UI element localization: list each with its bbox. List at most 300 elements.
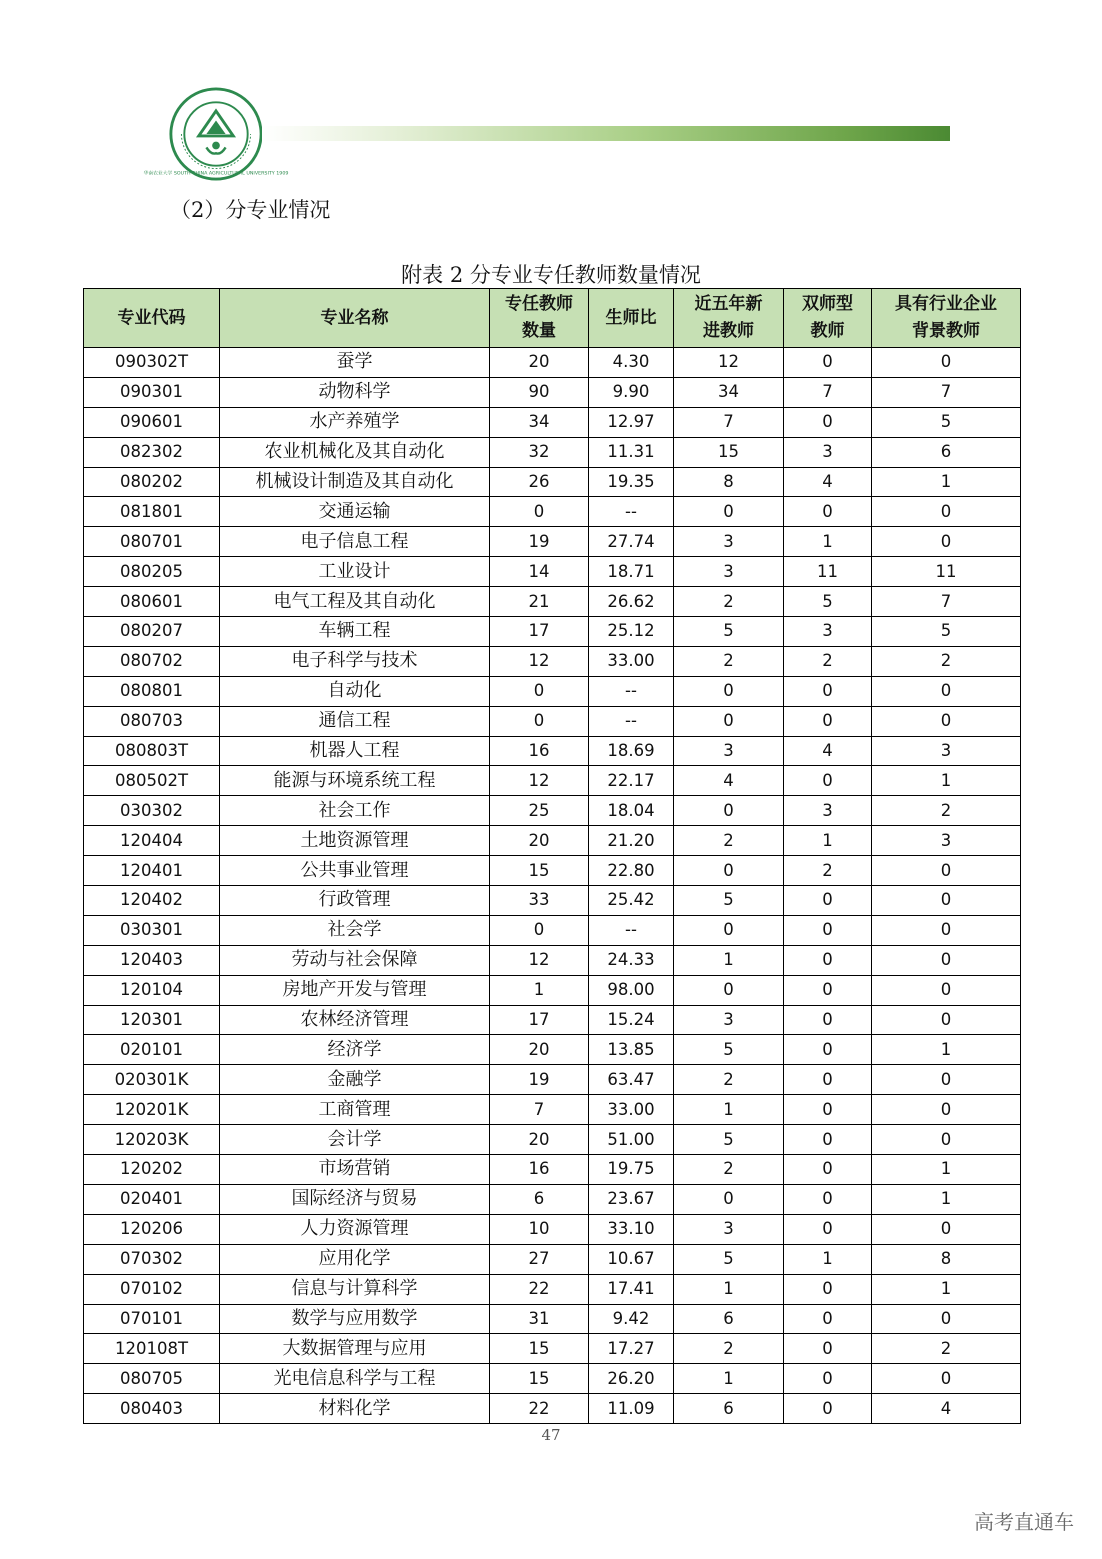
table-row: [84, 766, 1021, 796]
table-row: [84, 527, 1021, 557]
new-teachers-cell: 0: [674, 1184, 784, 1214]
watermark: 高考直通车: [974, 1510, 1074, 1534]
major-code-cell: 120401: [84, 856, 220, 886]
table-row: [84, 826, 1021, 856]
industry-background-teachers-cell: 0: [872, 886, 1021, 916]
industry-background-teachers-cell: 5: [872, 617, 1021, 647]
table-row: [84, 1304, 1021, 1334]
major-code-cell: 120402: [84, 886, 220, 916]
major-code-cell: 120301: [84, 1005, 220, 1035]
student-teacher-ratio-cell: 98.00: [589, 975, 674, 1005]
major-name-cell: 人力资源管理: [220, 1214, 490, 1244]
teacher-count-cell: 7: [490, 1095, 589, 1125]
major-code-cell: 080701: [84, 527, 220, 557]
new-teachers-cell: 2: [674, 646, 784, 676]
table-row: [84, 1035, 1021, 1065]
major-name-cell: 交通运输: [220, 497, 490, 527]
major-name-cell: 数学与应用数学: [220, 1304, 490, 1334]
dual-qualified-teachers-cell: 0: [784, 1364, 872, 1394]
student-teacher-ratio-cell: 25.42: [589, 886, 674, 916]
new-teachers-cell: 2: [674, 587, 784, 617]
teacher-count-cell: 21: [490, 587, 589, 617]
industry-background-teachers-cell: 1: [872, 1155, 1021, 1185]
table-row: [84, 467, 1021, 497]
industry-background-teachers-cell: 1: [872, 1184, 1021, 1214]
major-code-cell: 120404: [84, 826, 220, 856]
teacher-count-cell: 10: [490, 1214, 589, 1244]
teacher-count-cell: 0: [490, 676, 589, 706]
dual-qualified-teachers-cell: 0: [784, 1095, 872, 1125]
industry-background-teachers-cell: 8: [872, 1244, 1021, 1274]
new-teachers-cell: 15: [674, 437, 784, 467]
table-row: [84, 1244, 1021, 1274]
header-dual-qualified: 双师型 教师: [784, 289, 872, 348]
student-teacher-ratio-cell: 11.31: [589, 437, 674, 467]
header-industry-background: 具有行业企业 背景教师: [872, 289, 1021, 348]
table-row: [84, 1065, 1021, 1095]
major-name-cell: 公共事业管理: [220, 856, 490, 886]
student-teacher-ratio-cell: 33.10: [589, 1214, 674, 1244]
dual-qualified-teachers-cell: 3: [784, 437, 872, 467]
new-teachers-cell: 3: [674, 736, 784, 766]
major-name-cell: 电子信息工程: [220, 527, 490, 557]
new-teachers-cell: 0: [674, 796, 784, 826]
table-row: [84, 646, 1021, 676]
major-name-cell: 房地产开发与管理: [220, 975, 490, 1005]
student-teacher-ratio-cell: 33.00: [589, 1095, 674, 1125]
industry-background-teachers-cell: 0: [872, 676, 1021, 706]
teacher-count-cell: 17: [490, 1005, 589, 1035]
major-code-cell: 090302T: [84, 348, 220, 378]
industry-background-teachers-cell: 1: [872, 1035, 1021, 1065]
teacher-count-cell: 20: [490, 348, 589, 378]
dual-qualified-teachers-cell: 0: [784, 1184, 872, 1214]
major-code-cell: 090601: [84, 407, 220, 437]
major-name-cell: 电子科学与技术: [220, 646, 490, 676]
major-name-cell: 大数据管理与应用: [220, 1334, 490, 1364]
table-row: [84, 1364, 1021, 1394]
teacher-count-cell: 16: [490, 1155, 589, 1185]
major-code-cell: 080705: [84, 1364, 220, 1394]
industry-background-teachers-cell: 0: [872, 1214, 1021, 1244]
major-name-cell: 机械设计制造及其自动化: [220, 467, 490, 497]
major-code-cell: 090301: [84, 377, 220, 407]
teacher-count-cell: 20: [490, 826, 589, 856]
teacher-count-cell: 14: [490, 557, 589, 587]
table-row: [84, 1394, 1021, 1424]
major-code-cell: 080205: [84, 557, 220, 587]
new-teachers-cell: 2: [674, 826, 784, 856]
industry-background-teachers-cell: 2: [872, 646, 1021, 676]
major-name-cell: 应用化学: [220, 1244, 490, 1274]
dual-qualified-teachers-cell: 0: [784, 915, 872, 945]
new-teachers-cell: 3: [674, 1214, 784, 1244]
table-row: [84, 557, 1021, 587]
teacher-count-cell: 16: [490, 736, 589, 766]
new-teachers-cell: 0: [674, 497, 784, 527]
dual-qualified-teachers-cell: 0: [784, 886, 872, 916]
major-code-cell: 082302: [84, 437, 220, 467]
major-name-cell: 社会学: [220, 915, 490, 945]
industry-background-teachers-cell: 0: [872, 975, 1021, 1005]
major-name-cell: 电气工程及其自动化: [220, 587, 490, 617]
industry-background-teachers-cell: 6: [872, 437, 1021, 467]
major-code-cell: 120206: [84, 1214, 220, 1244]
new-teachers-cell: 3: [674, 527, 784, 557]
teacher-count-cell: 0: [490, 706, 589, 736]
logo-text: 华南农业大学 SOUTH CHINA AGRICULTURAL UNIVERSITY 1909: [143, 171, 289, 177]
teacher-count-cell: 31: [490, 1304, 589, 1334]
table-row: [84, 1095, 1021, 1125]
major-name-cell: 材料化学: [220, 1394, 490, 1424]
student-teacher-ratio-cell: 18.04: [589, 796, 674, 826]
major-code-cell: 080502T: [84, 766, 220, 796]
student-teacher-ratio-cell: --: [589, 497, 674, 527]
teacher-count-cell: 22: [490, 1274, 589, 1304]
dual-qualified-teachers-cell: 0: [784, 1274, 872, 1304]
new-teachers-cell: 6: [674, 1394, 784, 1424]
header-major-name: 专业名称: [220, 289, 490, 348]
dual-qualified-teachers-cell: 0: [784, 706, 872, 736]
student-teacher-ratio-cell: 18.69: [589, 736, 674, 766]
industry-background-teachers-cell: 0: [872, 348, 1021, 378]
new-teachers-cell: 1: [674, 945, 784, 975]
major-name-cell: 动物科学: [220, 377, 490, 407]
major-name-cell: 社会工作: [220, 796, 490, 826]
industry-background-teachers-cell: 0: [872, 915, 1021, 945]
new-teachers-cell: 0: [674, 975, 784, 1005]
industry-background-teachers-cell: 7: [872, 377, 1021, 407]
dual-qualified-teachers-cell: 2: [784, 856, 872, 886]
major-name-cell: 行政管理: [220, 886, 490, 916]
industry-background-teachers-cell: 1: [872, 766, 1021, 796]
new-teachers-cell: 0: [674, 706, 784, 736]
industry-background-teachers-cell: 0: [872, 497, 1021, 527]
major-name-cell: 通信工程: [220, 706, 490, 736]
new-teachers-cell: 1: [674, 1274, 784, 1304]
major-name-cell: 国际经济与贸易: [220, 1184, 490, 1214]
major-code-cell: 070101: [84, 1304, 220, 1334]
industry-background-teachers-cell: 0: [872, 1364, 1021, 1394]
student-teacher-ratio-cell: 10.67: [589, 1244, 674, 1274]
teacher-count-cell: 0: [490, 915, 589, 945]
new-teachers-cell: 5: [674, 1244, 784, 1274]
student-teacher-ratio-cell: 19.75: [589, 1155, 674, 1185]
dual-qualified-teachers-cell: 7: [784, 377, 872, 407]
dual-qualified-teachers-cell: 0: [784, 1214, 872, 1244]
industry-background-teachers-cell: 2: [872, 1334, 1021, 1364]
major-code-cell: 070302: [84, 1244, 220, 1274]
new-teachers-cell: 6: [674, 1304, 784, 1334]
dual-qualified-teachers-cell: 0: [784, 1394, 872, 1424]
major-code-cell: 080801: [84, 676, 220, 706]
teacher-count-cell: 20: [490, 1035, 589, 1065]
table-row: [84, 1334, 1021, 1364]
student-teacher-ratio-cell: 26.62: [589, 587, 674, 617]
student-teacher-ratio-cell: 25.12: [589, 617, 674, 647]
dual-qualified-teachers-cell: 0: [784, 975, 872, 1005]
industry-background-teachers-cell: 2: [872, 796, 1021, 826]
new-teachers-cell: 12: [674, 348, 784, 378]
major-code-cell: 120104: [84, 975, 220, 1005]
industry-background-teachers-cell: 3: [872, 826, 1021, 856]
major-code-cell: 120108T: [84, 1334, 220, 1364]
table-row: [84, 497, 1021, 527]
dual-qualified-teachers-cell: 2: [784, 646, 872, 676]
major-code-cell: 120202: [84, 1155, 220, 1185]
dual-qualified-teachers-cell: 1: [784, 1244, 872, 1274]
teacher-count-cell: 1: [490, 975, 589, 1005]
major-code-cell: 080601: [84, 587, 220, 617]
industry-background-teachers-cell: 0: [872, 856, 1021, 886]
dual-qualified-teachers-cell: 0: [784, 945, 872, 975]
teacher-count-cell: 34: [490, 407, 589, 437]
table-row: [84, 915, 1021, 945]
table-row: [84, 1214, 1021, 1244]
student-teacher-ratio-cell: 9.42: [589, 1304, 674, 1334]
dual-qualified-teachers-cell: 4: [784, 736, 872, 766]
major-code-cell: 080803T: [84, 736, 220, 766]
major-code-cell: 081801: [84, 497, 220, 527]
teacher-count-cell: 6: [490, 1184, 589, 1214]
header-teacher-count: 专任教师 数量: [490, 289, 589, 348]
new-teachers-cell: 8: [674, 467, 784, 497]
new-teachers-cell: 0: [674, 915, 784, 945]
new-teachers-cell: 0: [674, 856, 784, 886]
major-code-cell: 080703: [84, 706, 220, 736]
teacher-count-cell: 26: [490, 467, 589, 497]
teacher-count-cell: 19: [490, 527, 589, 557]
major-name-cell: 自动化: [220, 676, 490, 706]
student-teacher-ratio-cell: 26.20: [589, 1364, 674, 1394]
major-name-cell: 农林经济管理: [220, 1005, 490, 1035]
major-name-cell: 能源与环境系统工程: [220, 766, 490, 796]
major-name-cell: 蚕学: [220, 348, 490, 378]
table-row: [84, 1184, 1021, 1214]
student-teacher-ratio-cell: 15.24: [589, 1005, 674, 1035]
table-row: [84, 617, 1021, 647]
new-teachers-cell: 7: [674, 407, 784, 437]
dual-qualified-teachers-cell: 5: [784, 587, 872, 617]
header-new-teachers: 近五年新 进教师: [674, 289, 784, 348]
teacher-count-cell: 15: [490, 856, 589, 886]
table-row: [84, 975, 1021, 1005]
header-gradient-bar: [262, 126, 950, 141]
major-code-cell: 020101: [84, 1035, 220, 1065]
teacher-count-cell: 32: [490, 437, 589, 467]
teacher-count-cell: 15: [490, 1364, 589, 1394]
table-row: [84, 676, 1021, 706]
major-code-cell: 120201K: [84, 1095, 220, 1125]
student-teacher-ratio-cell: 22.17: [589, 766, 674, 796]
teacher-count-cell: 90: [490, 377, 589, 407]
dual-qualified-teachers-cell: 0: [784, 1334, 872, 1364]
industry-background-teachers-cell: 0: [872, 527, 1021, 557]
table-row: [84, 1125, 1021, 1155]
major-code-cell: 020301K: [84, 1065, 220, 1095]
student-teacher-ratio-cell: 27.74: [589, 527, 674, 557]
table-row: [84, 377, 1021, 407]
table-row: [84, 945, 1021, 975]
teacher-count-cell: 0: [490, 497, 589, 527]
student-teacher-ratio-cell: 33.00: [589, 646, 674, 676]
new-teachers-cell: 5: [674, 886, 784, 916]
student-teacher-ratio-cell: 23.67: [589, 1184, 674, 1214]
dual-qualified-teachers-cell: 0: [784, 1304, 872, 1334]
dual-qualified-teachers-cell: 0: [784, 1125, 872, 1155]
student-teacher-ratio-cell: 21.20: [589, 826, 674, 856]
header-student-teacher-ratio: 生师比: [589, 289, 674, 348]
industry-background-teachers-cell: 0: [872, 1095, 1021, 1125]
new-teachers-cell: 0: [674, 676, 784, 706]
major-code-cell: 030302: [84, 796, 220, 826]
table-row: [84, 1155, 1021, 1185]
major-code-cell: 080202: [84, 467, 220, 497]
industry-background-teachers-cell: 0: [872, 1005, 1021, 1035]
new-teachers-cell: 5: [674, 1125, 784, 1155]
student-teacher-ratio-cell: 12.97: [589, 407, 674, 437]
industry-background-teachers-cell: 0: [872, 1125, 1021, 1155]
industry-background-teachers-cell: 0: [872, 1065, 1021, 1095]
dual-qualified-teachers-cell: 0: [784, 1065, 872, 1095]
major-name-cell: 信息与计算科学: [220, 1274, 490, 1304]
major-name-cell: 经济学: [220, 1035, 490, 1065]
table-row: [84, 587, 1021, 617]
major-name-cell: 会计学: [220, 1125, 490, 1155]
major-name-cell: 市场营销: [220, 1155, 490, 1185]
dual-qualified-teachers-cell: 4: [784, 467, 872, 497]
major-name-cell: 农业机械化及其自动化: [220, 437, 490, 467]
teacher-count-cell: 12: [490, 945, 589, 975]
dual-qualified-teachers-cell: 0: [784, 1005, 872, 1035]
student-teacher-ratio-cell: 17.41: [589, 1274, 674, 1304]
dual-qualified-teachers-cell: 0: [784, 497, 872, 527]
major-name-cell: 车辆工程: [220, 617, 490, 647]
table-row: [84, 796, 1021, 826]
new-teachers-cell: 2: [674, 1065, 784, 1095]
major-name-cell: 工商管理: [220, 1095, 490, 1125]
student-teacher-ratio-cell: 11.09: [589, 1394, 674, 1424]
industry-background-teachers-cell: 5: [872, 407, 1021, 437]
teacher-count-cell: 20: [490, 1125, 589, 1155]
major-name-cell: 劳动与社会保障: [220, 945, 490, 975]
major-name-cell: 金融学: [220, 1065, 490, 1095]
new-teachers-cell: 34: [674, 377, 784, 407]
new-teachers-cell: 5: [674, 617, 784, 647]
student-teacher-ratio-cell: 9.90: [589, 377, 674, 407]
table-row: [84, 886, 1021, 916]
industry-background-teachers-cell: 7: [872, 587, 1021, 617]
dual-qualified-teachers-cell: 11: [784, 557, 872, 587]
table-row: [84, 706, 1021, 736]
new-teachers-cell: 4: [674, 766, 784, 796]
dual-qualified-teachers-cell: 0: [784, 1155, 872, 1185]
industry-background-teachers-cell: 1: [872, 467, 1021, 497]
dual-qualified-teachers-cell: 0: [784, 1035, 872, 1065]
teacher-count-cell: 27: [490, 1244, 589, 1274]
teacher-count-cell: 19: [490, 1065, 589, 1095]
student-teacher-ratio-cell: --: [589, 676, 674, 706]
table-row: [84, 736, 1021, 766]
major-name-cell: 土地资源管理: [220, 826, 490, 856]
teacher-count-cell: 12: [490, 766, 589, 796]
table-row: [84, 1274, 1021, 1304]
teacher-count-cell: 25: [490, 796, 589, 826]
major-code-cell: 080702: [84, 646, 220, 676]
dual-qualified-teachers-cell: 0: [784, 407, 872, 437]
header-major-code: 专业代码: [84, 289, 220, 348]
major-name-cell: 机器人工程: [220, 736, 490, 766]
student-teacher-ratio-cell: 24.33: [589, 945, 674, 975]
major-code-cell: 030301: [84, 915, 220, 945]
new-teachers-cell: 5: [674, 1035, 784, 1065]
dual-qualified-teachers-cell: 0: [784, 348, 872, 378]
table-row: [84, 856, 1021, 886]
new-teachers-cell: 3: [674, 557, 784, 587]
teacher-count-table: [83, 288, 1021, 1424]
teacher-count-cell: 33: [490, 886, 589, 916]
industry-background-teachers-cell: 0: [872, 945, 1021, 975]
student-teacher-ratio-cell: 19.35: [589, 467, 674, 497]
major-code-cell: 080403: [84, 1394, 220, 1424]
student-teacher-ratio-cell: --: [589, 915, 674, 945]
major-name-cell: 工业设计: [220, 557, 490, 587]
table-row: [84, 1005, 1021, 1035]
dual-qualified-teachers-cell: 1: [784, 527, 872, 557]
section-title: （2）分专业情况: [170, 198, 331, 222]
new-teachers-cell: 1: [674, 1364, 784, 1394]
dual-qualified-teachers-cell: 1: [784, 826, 872, 856]
table-row: [84, 407, 1021, 437]
student-teacher-ratio-cell: 17.27: [589, 1334, 674, 1364]
student-teacher-ratio-cell: --: [589, 706, 674, 736]
table-caption: 附表 2 分专业专任教师数量情况: [401, 263, 701, 287]
industry-background-teachers-cell: 1: [872, 1274, 1021, 1304]
dual-qualified-teachers-cell: 0: [784, 766, 872, 796]
teacher-count-cell: 17: [490, 617, 589, 647]
major-code-cell: 070102: [84, 1274, 220, 1304]
student-teacher-ratio-cell: 4.30: [589, 348, 674, 378]
teacher-count-cell: 22: [490, 1394, 589, 1424]
major-code-cell: 020401: [84, 1184, 220, 1214]
new-teachers-cell: 2: [674, 1155, 784, 1185]
table-row: [84, 348, 1021, 378]
student-teacher-ratio-cell: 22.80: [589, 856, 674, 886]
student-teacher-ratio-cell: 18.71: [589, 557, 674, 587]
student-teacher-ratio-cell: 63.47: [589, 1065, 674, 1095]
teacher-count-cell: 15: [490, 1334, 589, 1364]
major-name-cell: 水产养殖学: [220, 407, 490, 437]
new-teachers-cell: 2: [674, 1334, 784, 1364]
dual-qualified-teachers-cell: 3: [784, 617, 872, 647]
student-teacher-ratio-cell: 51.00: [589, 1125, 674, 1155]
major-name-cell: 光电信息科学与工程: [220, 1364, 490, 1394]
industry-background-teachers-cell: 11: [872, 557, 1021, 587]
teacher-count-cell: 12: [490, 646, 589, 676]
table-header-row: [84, 289, 1021, 348]
new-teachers-cell: 3: [674, 1005, 784, 1035]
major-code-cell: 120403: [84, 945, 220, 975]
industry-background-teachers-cell: 3: [872, 736, 1021, 766]
university-logo: [143, 86, 289, 182]
industry-background-teachers-cell: 4: [872, 1394, 1021, 1424]
dual-qualified-teachers-cell: 3: [784, 796, 872, 826]
table-body: [84, 348, 1021, 1424]
new-teachers-cell: 1: [674, 1095, 784, 1125]
major-code-cell: 120203K: [84, 1125, 220, 1155]
industry-background-teachers-cell: 0: [872, 1304, 1021, 1334]
major-code-cell: 080207: [84, 617, 220, 647]
